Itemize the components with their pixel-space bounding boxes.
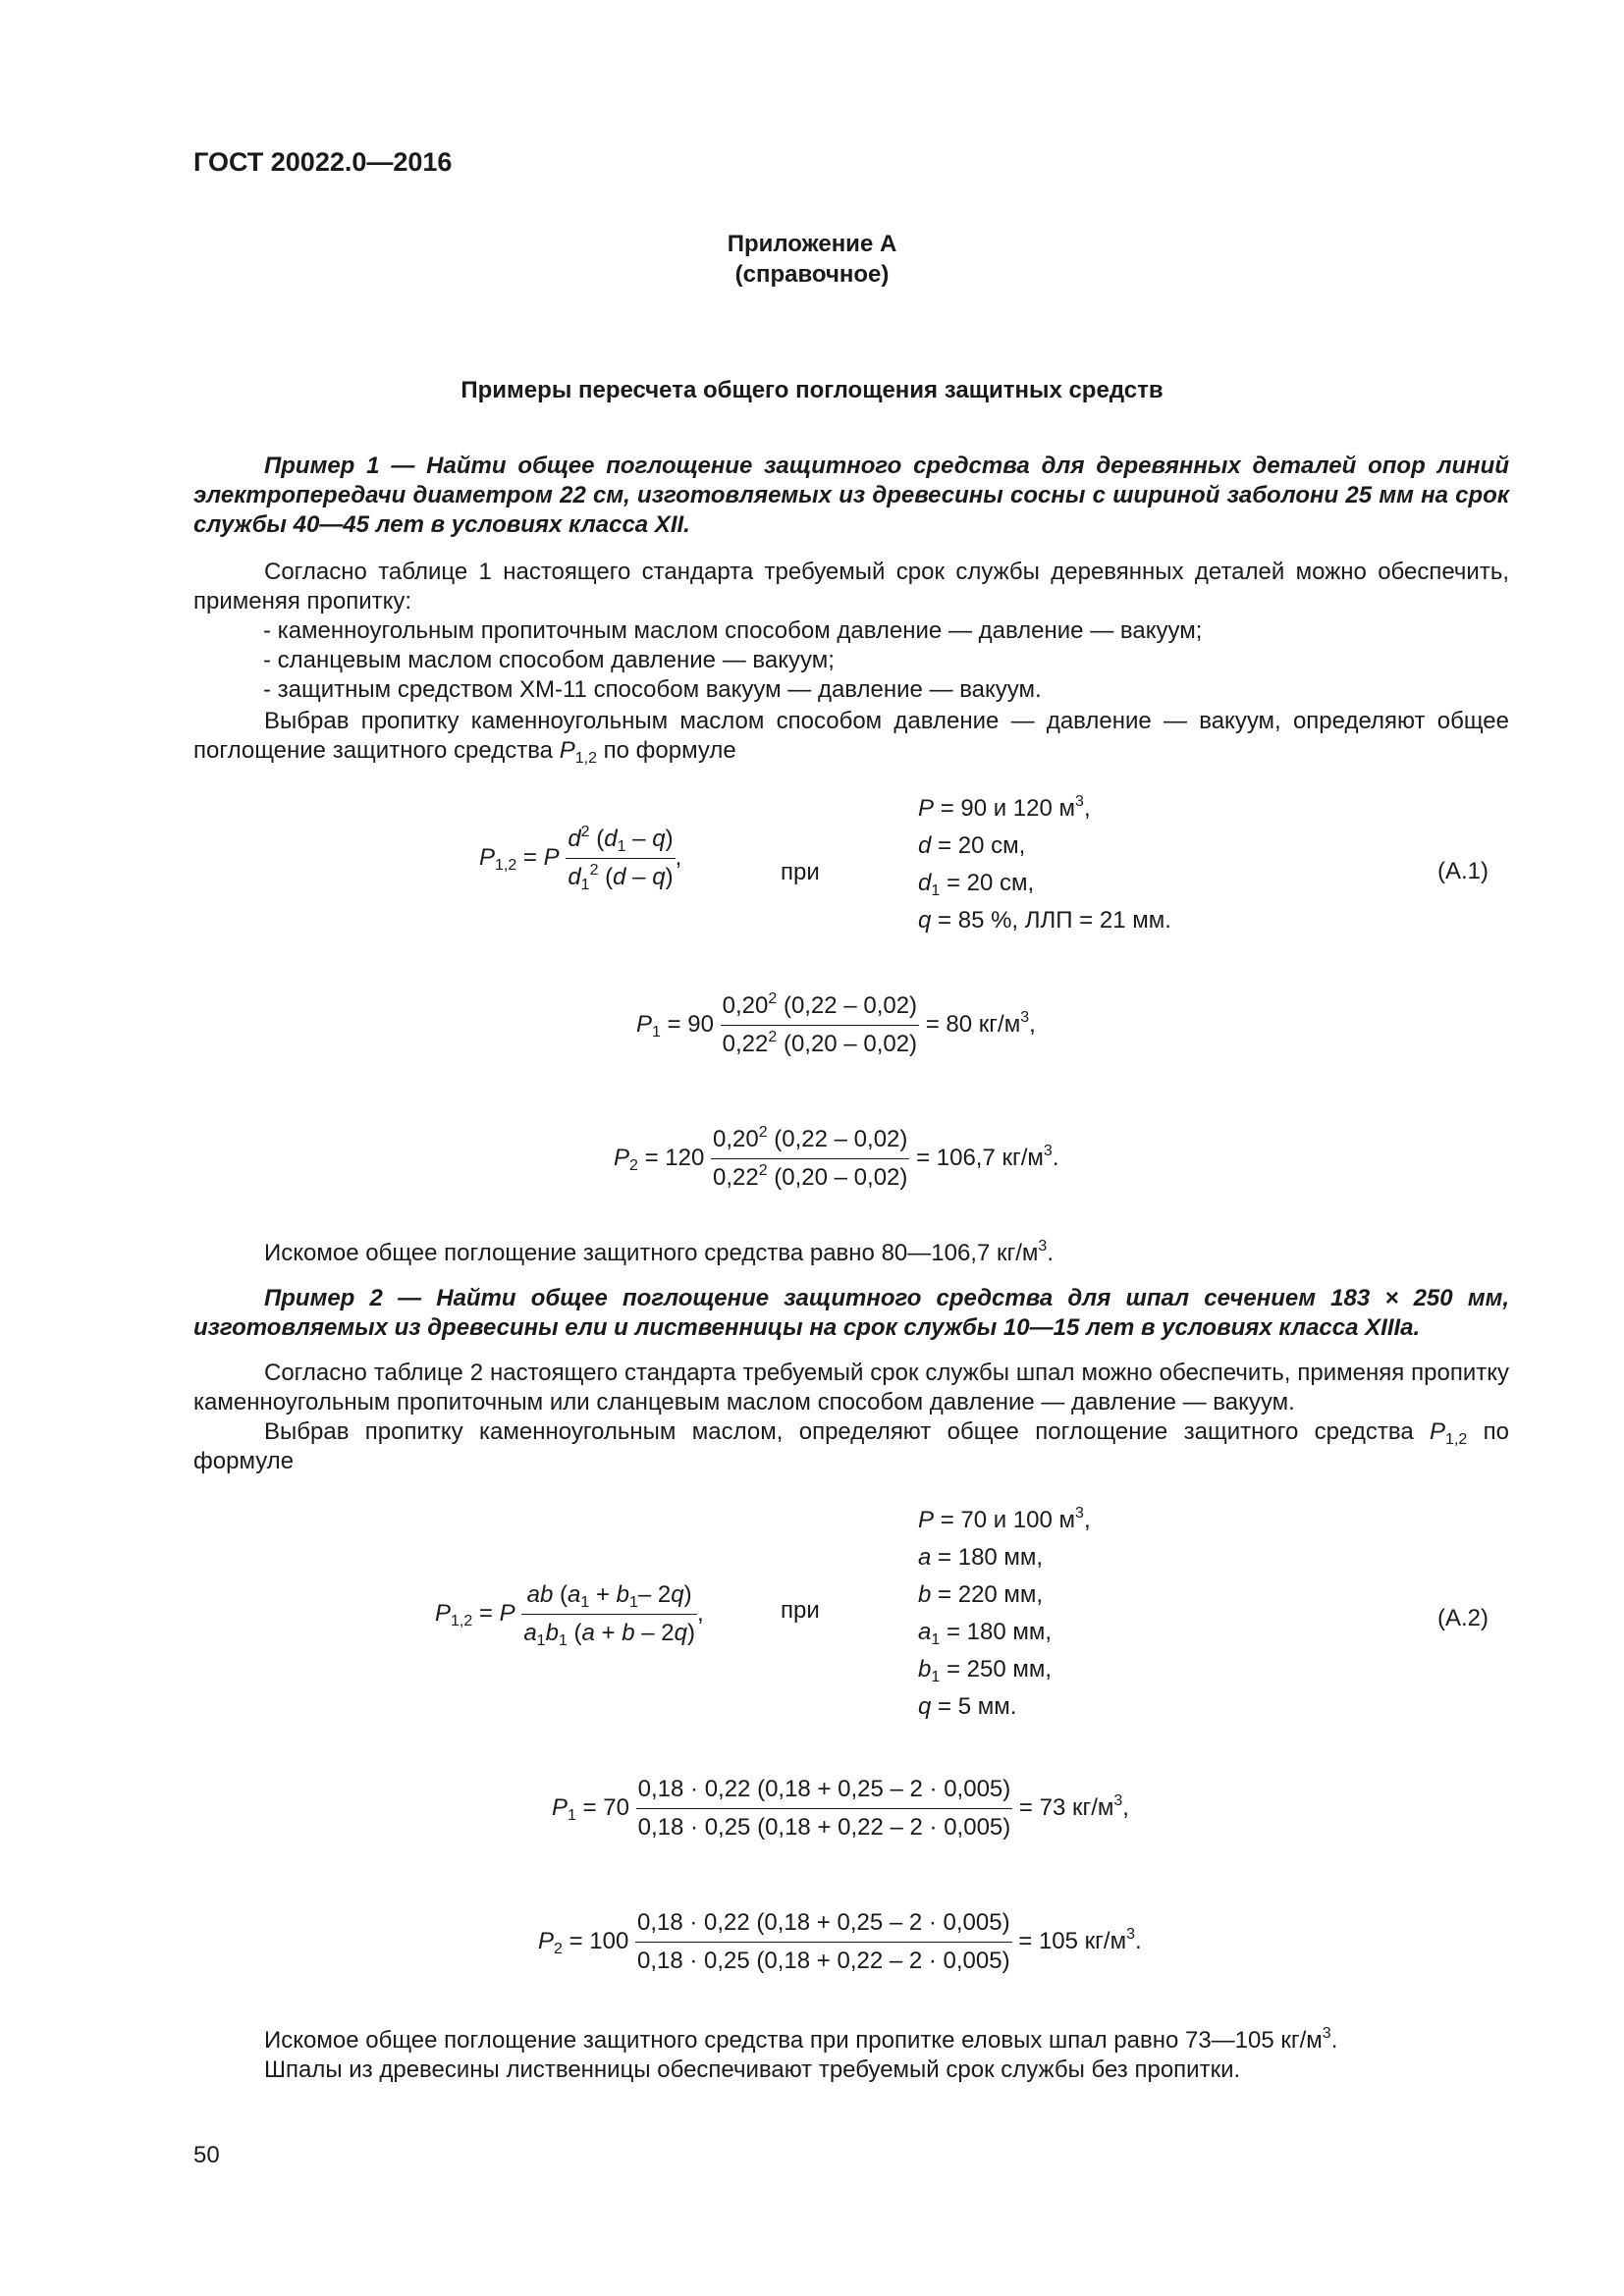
appendix-title: Приложение А <box>727 231 897 257</box>
example1-bullet-3: - защитным средством ХМ-11 способом вакуум — давление — вакуум. <box>263 676 1042 703</box>
example1-heading: Пример 1 — Найти общее поглощение защитного средства для деревянных деталей опор линий электропередачи диаметром 22 см, изготовляемых из древесины сосны с шириной заболони 25 мм на срок службы 40—45 лет в условиях класса XII. <box>193 453 1509 538</box>
formula-a2-variables <box>918 1502 1091 1726</box>
example1-bullet-2: - сланцевым маслом способом давление — вакуум; <box>263 647 835 673</box>
formula-a2-fraction: $\frac{ab (a_1 + b_1- 2q)}{a_1b_1 (a + b - 2q)}$ <box>523 1581 695 1649</box>
example2-paragraph1: Согласно таблице 2 настоящего стандарта требуемый срок службы шпал можно обеспечить, применяя пропитку каменноугольным пропиточным или сланцевым маслом способом давление — давление — вакуум. <box>193 1360 1509 1415</box>
example1-paragraph1: Согласно таблице 1 настоящего стандарта требуемый срок службы деревянных деталей можно обеспечить, применяя пропитку: <box>193 559 1509 614</box>
formula-a2-when: при <box>781 1597 820 1624</box>
formula-a1-fraction: $\frac{d^2 (d_1 - q)}{d_1^2 (d - q)}$ <box>568 824 674 893</box>
example1-calc-p1: $P_1 = 90$ $\frac{0,20^2 (0,22 - 0,02)}{0,22^2 (0,20 - 0,02)}$ = 80 $кг/м^3$, <box>636 990 1036 1057</box>
equation-number-a2: (А.2) <box>1436 1605 1489 1631</box>
example2-conclusion: Искомое общее поглощение защитного средства при пропитке еловых шпал равно 73—105 $кг/м^3$. <box>264 2025 1338 2054</box>
var-b: b = 220 мм, <box>918 1581 1044 1608</box>
section-title: Примеры пересчета общего поглощения защитных средств <box>460 377 1164 403</box>
var-P: P = 70 и 100 $м^3$, <box>918 1505 1091 1533</box>
appendix-subtitle: (справочное) <box>734 261 890 288</box>
var-a: a = 180 мм, <box>918 1544 1044 1571</box>
page-number: 50 <box>193 2142 220 2168</box>
example1-calc-p2: $P_2 = 120$ $\frac{0,20^2 (0,22 - 0,02)}{0,22^2 (0,20 - 0,02)}$ = 106,7 $кг/м^3$. <box>614 1124 1059 1191</box>
var-a1: $a_1 = 180$ мм, <box>918 1619 1052 1648</box>
var-d: d = 20 см, <box>918 832 1026 859</box>
equation-number-a1: (А.1) <box>1436 858 1489 884</box>
example2-calc-p1: $P_1 = 70$ $\frac{0,18 \cdot 0,22 (0,18 + 0,25 - 2 \cdot 0,005)}{0,18 \cdot 0,25 (0,18 + 0,22 - 2 \cdot 0,005)}$ = 73 $кг/м^3$, <box>552 1776 1129 1841</box>
formula-a1: $P_{1,2} = P$ $\frac{d^2 (d_1 - q)}{d_1^2 (d - q)}$ , <box>479 824 682 893</box>
example1-conclusion: Искомое общее поглощение защитного средства равно 80—106,7 $кг/м^3$. <box>264 1238 1054 1266</box>
var-d1: $d_1 = 20$ см, <box>918 870 1035 899</box>
example1-paragraph2: Выбрав пропитку каменноугольным маслом способом давление — давление — вакуум, определяют общее поглощение защитного средства $P_{1,2}$ по формуле <box>193 708 1509 767</box>
var-q: q = 5 мм. <box>918 1693 1017 1720</box>
formula-a1-variables <box>918 790 1171 939</box>
formula-a1-when: при <box>781 859 820 885</box>
example2-calc-p2: $P_2 = 100$ $\frac{0,18 \cdot 0,22 (0,18 + 0,25 - 2 \cdot 0,005)}{0,18 \cdot 0,25 (0,18 + 0,22 - 2 \cdot 0,005)}$ = 105 $кг/м^3$. <box>538 1909 1142 1974</box>
document-id: ГОСТ 20022.0—2016 <box>193 147 453 177</box>
var-P: P = 90 и 120 $м^3$, <box>918 793 1091 822</box>
formula-a2: $P_{1,2} = P$ $\frac{ab (a_1 + b_1- 2q)}{a_1b_1 (a + b - 2q)}$ , <box>435 1581 704 1649</box>
example2-heading: Пример 2 — Найти общее поглощение защитного средства для шпал сечением 183 × 250 мм, изготовляемых из древесины ели и лиственницы на срок службы 10—15 лет в условиях класса XIIIa. <box>193 1285 1509 1341</box>
example1-bullet-1: - каменноугольным пропиточным маслом способом давление — давление — вакуум; <box>263 617 1203 644</box>
var-b1: $b_1 = 250$ мм, <box>918 1656 1052 1685</box>
var-q: q = 85 %, ЛЛП = 21 мм. <box>918 907 1171 934</box>
example2-note: Шпалы из древесины лиственницы обеспечивают требуемый срок службы без пропитки. <box>264 2056 1241 2083</box>
example2-paragraph2: Выбрав пропитку каменноугольным маслом, определяют общее поглощение защитного средства $P_{1,2}$ по формуле <box>193 1418 1509 1474</box>
example1-paragraph2-text: Выбрав пропитку каменноугольным маслом способом давление — давление — вакуум, определяют общее поглощение защитного средства <box>193 708 1509 764</box>
example1-paragraph2-tail: по формуле <box>603 737 736 764</box>
